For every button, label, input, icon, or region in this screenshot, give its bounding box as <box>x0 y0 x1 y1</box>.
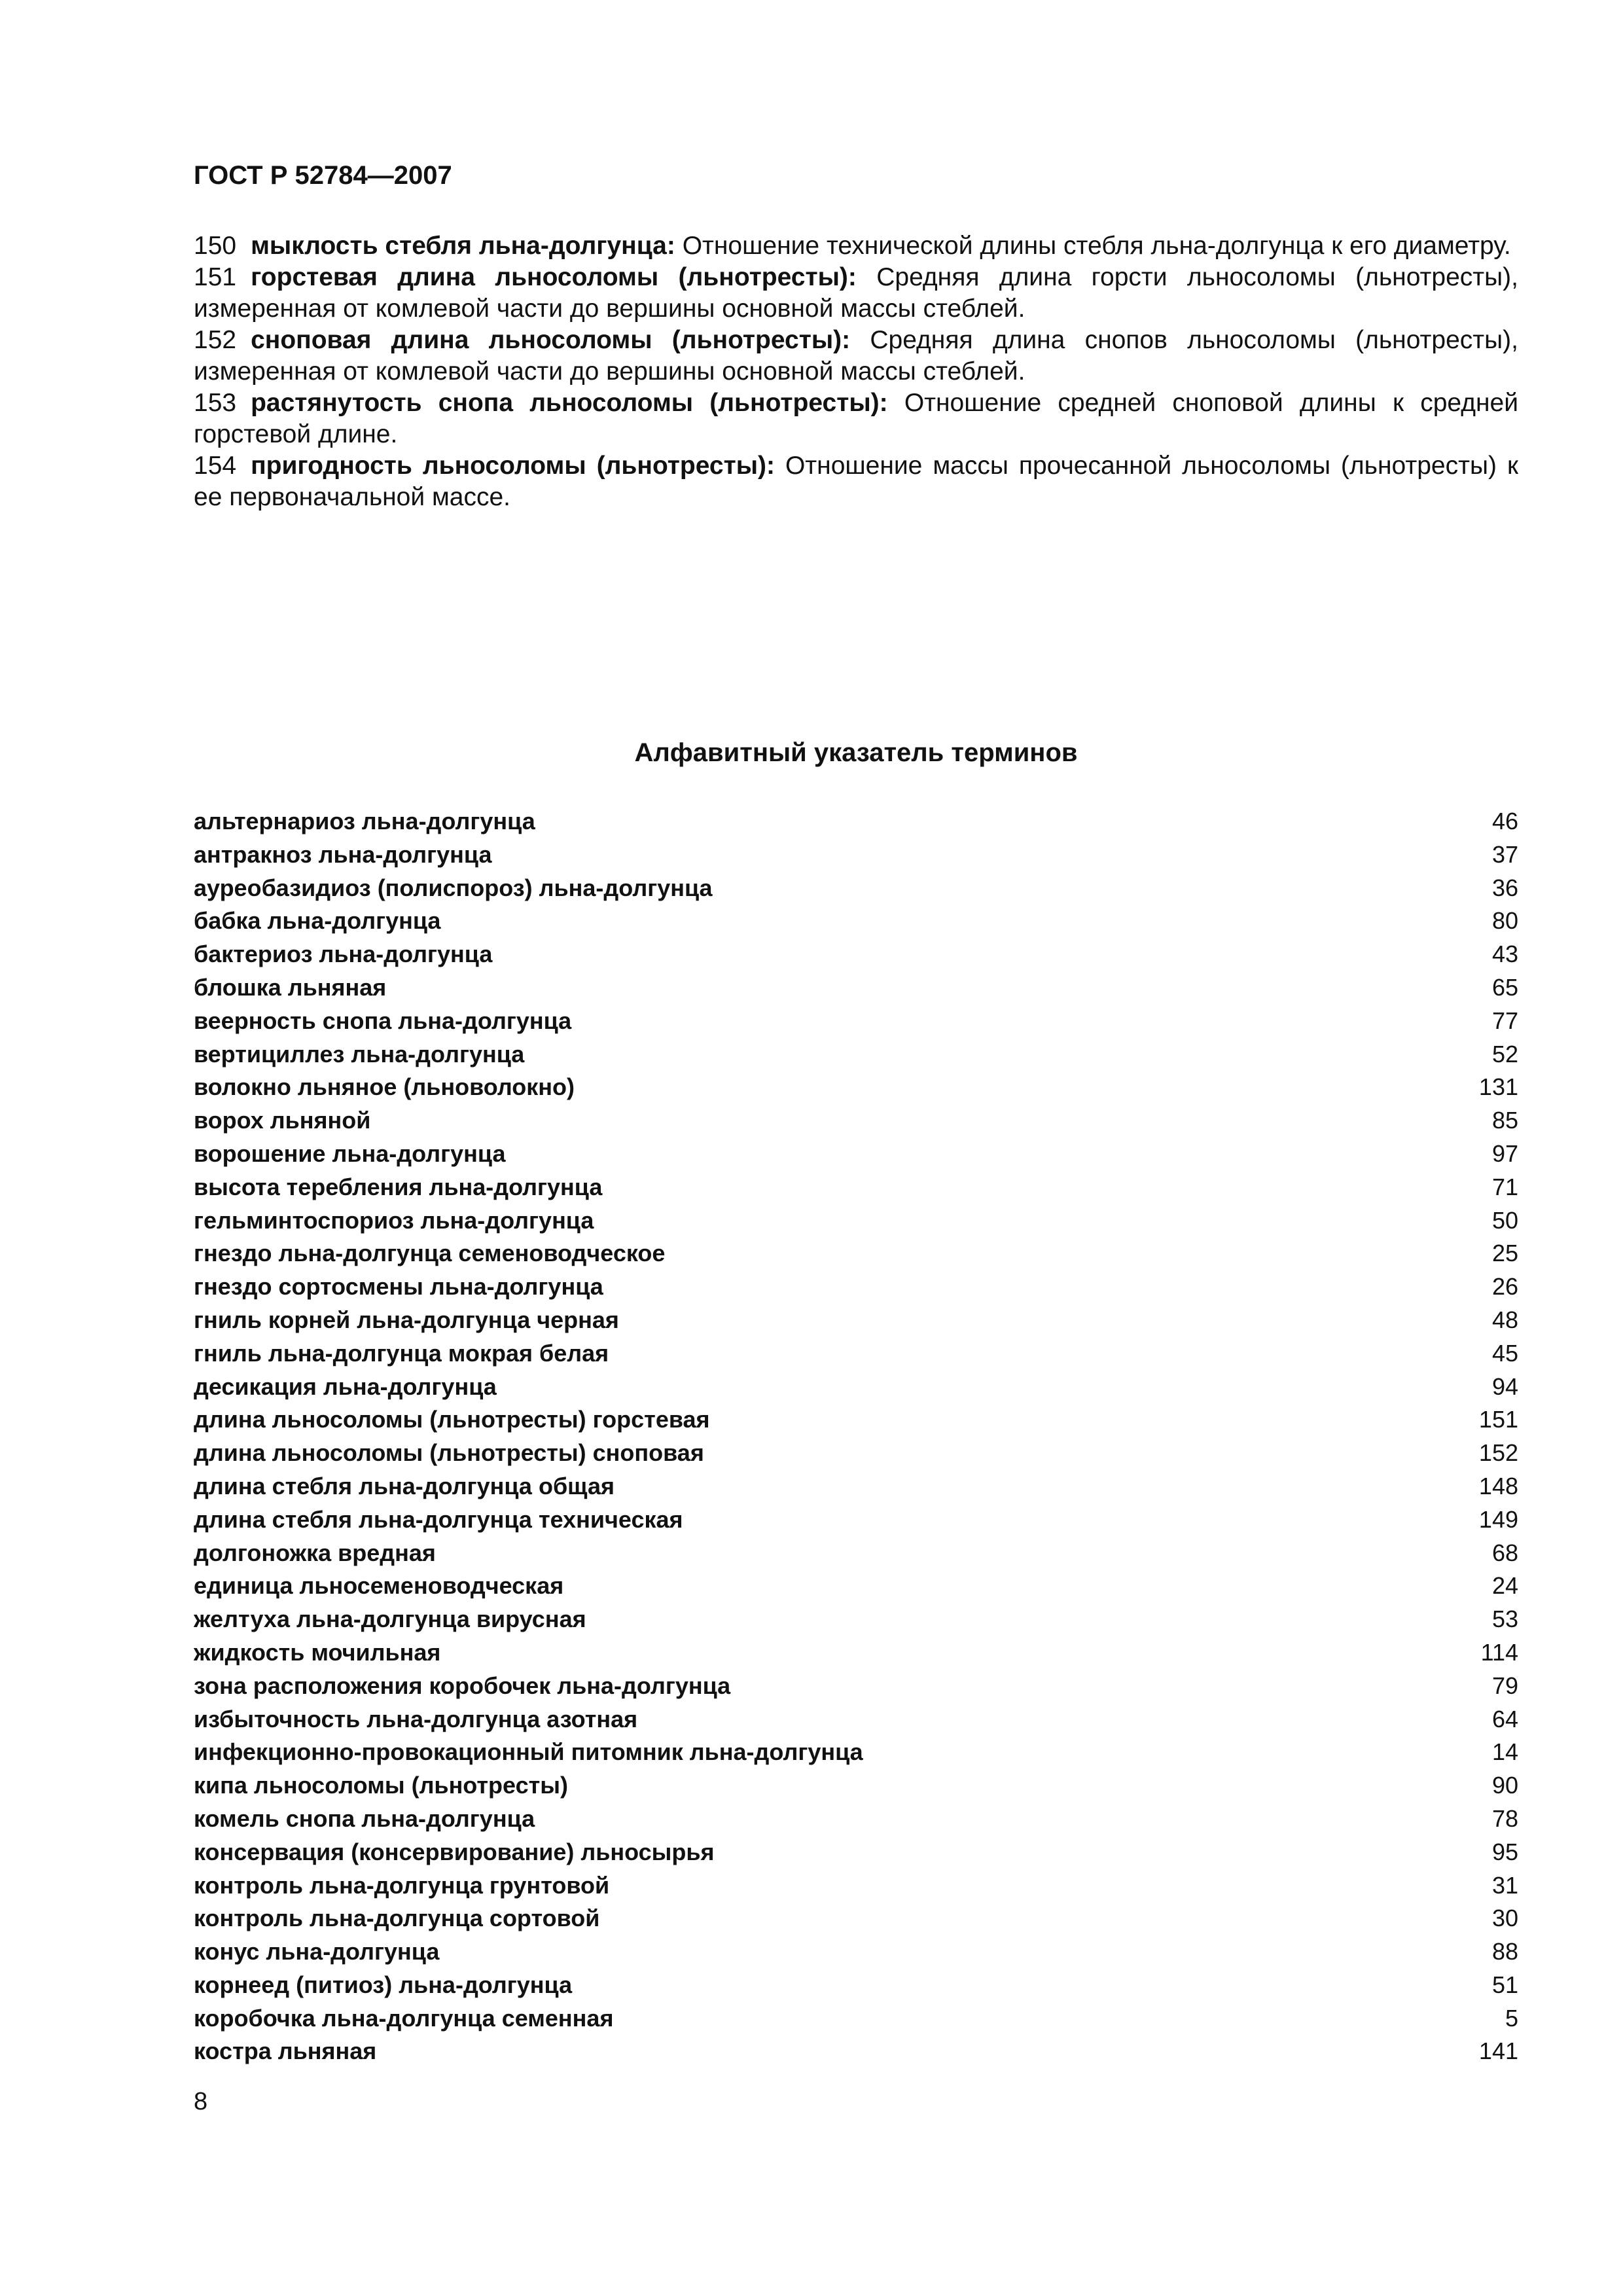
index-entry <box>194 1605 1518 1639</box>
term-definition <box>194 325 1518 387</box>
index-page-ref: 24 <box>1491 1572 1518 1600</box>
term-number: 150 <box>194 232 237 260</box>
index-term: гнездо сортосмены льна-долгунца <box>194 1273 603 1300</box>
index-term: вертициллез льна-долгунца <box>194 1040 525 1067</box>
index-term: десикация льна-долгунца <box>194 1372 497 1400</box>
index-term: длина стебля льна-долгунца техническая <box>194 1505 683 1533</box>
index-term: бабка льна-долгунца <box>194 907 441 935</box>
index-entry <box>194 1738 1518 1772</box>
term-number: 152 <box>194 326 237 354</box>
index-entry <box>194 1473 1518 1506</box>
index-entry <box>194 1140 1518 1174</box>
index-page-ref: 131 <box>1478 1073 1518 1101</box>
index-page-ref: 26 <box>1491 1273 1518 1300</box>
term-definition-text: Отношение средней сноповой длины к средней горстевой длине. <box>194 389 1518 448</box>
term-number: 151 <box>194 263 237 291</box>
index-page-ref: 95 <box>1491 1838 1518 1865</box>
index-term: веерность снопа льна-долгунца <box>194 1007 572 1034</box>
index-term: комель снопа льна-долгунца <box>194 1804 535 1832</box>
index-entry <box>194 1041 1518 1074</box>
index-term: гельминтоспориоз льна-долгунца <box>194 1206 594 1234</box>
index-term: антракноз льна-долгунца <box>194 840 492 868</box>
index-page-ref: 53 <box>1491 1605 1518 1633</box>
term-name: мыклость стебля льна-долгунца: <box>251 232 675 260</box>
term-name: пригодность льносоломы (льнотресты): <box>251 452 775 480</box>
index-term: ауреобазидиоз (полиспороз) льна-долгунца <box>194 874 713 901</box>
index-page-ref: 114 <box>1480 1638 1518 1666</box>
index-term: корнеед (питиоз) льна-долгунца <box>194 1971 573 1998</box>
term-number: 153 <box>194 389 237 417</box>
index-page-ref: 52 <box>1491 1040 1518 1067</box>
index-page-ref: 30 <box>1491 1905 1518 1932</box>
index-term: избыточность льна-долгунца азотная <box>194 1705 638 1732</box>
index-term: кипа льносоломы (льнотресты) <box>194 1772 568 1799</box>
index-entry <box>194 1639 1518 1672</box>
index-term: долгоножка вредная <box>194 1539 436 1566</box>
index-entry <box>194 1073 1518 1107</box>
index-entry <box>194 1207 1518 1240</box>
index-entry <box>194 907 1518 941</box>
term-definition <box>194 262 1518 325</box>
index-term: жидкость мочильная <box>194 1638 441 1666</box>
alphabetical-index <box>194 808 1518 2071</box>
index-page-ref: 51 <box>1491 1971 1518 1998</box>
index-entry <box>194 1971 1518 2005</box>
index-term: костра льняная <box>194 2037 377 2065</box>
index-page-ref: 80 <box>1491 907 1518 935</box>
index-entry <box>194 1706 1518 1739</box>
index-entry <box>194 1572 1518 1605</box>
index-page-ref: 152 <box>1478 1439 1518 1467</box>
index-term: длина стебля льна-долгунца общая <box>194 1472 615 1499</box>
index-entry <box>194 808 1518 841</box>
index-entry <box>194 1406 1518 1439</box>
index-entry <box>194 1107 1518 1140</box>
index-term: ворох льняной <box>194 1107 371 1134</box>
index-page-ref: 46 <box>1491 808 1518 834</box>
index-term: контроль льна-долгунца сортовой <box>194 1905 600 1932</box>
index-term: гниль корней льна-долгунца черная <box>194 1306 619 1333</box>
index-term: инфекционно-провокационный питомник льна-долгунца <box>194 1738 863 1766</box>
index-entry <box>194 1539 1518 1573</box>
index-page-ref: 149 <box>1478 1505 1518 1533</box>
index-term: альтернариоз льна-долгунца <box>194 808 535 834</box>
term-definition <box>194 450 1518 513</box>
term-definition <box>194 387 1518 450</box>
index-term: гниль льна-долгунца мокрая белая <box>194 1339 609 1367</box>
term-definition-text: Средняя длина снопов льносоломы (льнотресты), измеренная от комлевой части до вершины основной массы стеблей. <box>194 326 1519 386</box>
index-term: желтуха льна-долгунца вирусная <box>194 1605 586 1633</box>
index-term: блошка льняная <box>194 973 387 1001</box>
index-entry <box>194 1240 1518 1273</box>
index-page-ref: 97 <box>1491 1139 1518 1167</box>
index-page-ref: 31 <box>1491 1871 1518 1899</box>
index-entry <box>194 1938 1518 1971</box>
index-page-ref: 25 <box>1491 1240 1518 1267</box>
page-number: 8 <box>194 2088 208 2115</box>
index-term: единица льносеменоводческая <box>194 1572 564 1600</box>
index-entry <box>194 1439 1518 1473</box>
index-entry <box>194 1839 1518 1872</box>
index-term: длина льносоломы (льнотресты) горстевая <box>194 1406 710 1433</box>
index-term: длина льносоломы (льнотресты) сноповая <box>194 1439 704 1467</box>
index-entry <box>194 1872 1518 1905</box>
index-page-ref: 68 <box>1491 1539 1518 1566</box>
index-page-ref: 90 <box>1491 1772 1518 1799</box>
index-page-ref: 50 <box>1491 1206 1518 1234</box>
index-page-ref: 151 <box>1478 1406 1518 1433</box>
term-definition-text: Отношение технической длины стебля льна-долгунца к его диаметру. <box>682 232 1511 260</box>
term-name: растянутость снопа льносоломы (льнотресты): <box>251 389 888 417</box>
index-term: конус льна-долгунца <box>194 1938 440 1965</box>
index-page-ref: 148 <box>1478 1472 1518 1499</box>
index-term: высота теребления льна-долгунца <box>194 1173 603 1200</box>
index-entry <box>194 841 1518 874</box>
index-entry <box>194 2005 1518 2038</box>
index-entry <box>194 974 1518 1007</box>
term-definition-text: Отношение массы прочесанной льносоломы (льнотресты) к ее первоначальной массе. <box>194 452 1519 511</box>
index-term: гнездо льна-долгунца семеноводческое <box>194 1240 666 1267</box>
index-entry <box>194 1772 1518 1805</box>
index-page-ref: 43 <box>1491 941 1518 968</box>
index-entry <box>194 874 1518 908</box>
index-title: Алфавитный указатель терминов <box>634 738 1078 767</box>
index-entry <box>194 1805 1518 1839</box>
term-number: 154 <box>194 452 237 480</box>
index-entry <box>194 2037 1518 2071</box>
term-definition-text: Средняя длина горсти льносоломы (льнотресты), измеренная от комлевой части до вершины основной массы стеблей. <box>194 263 1518 323</box>
index-term: коробочка льна-долгунца семенная <box>194 2004 614 2032</box>
index-page-ref: 36 <box>1491 874 1518 901</box>
index-page-ref: 37 <box>1491 840 1518 868</box>
index-page-ref: 88 <box>1491 1938 1518 1965</box>
terms-section <box>194 230 1518 513</box>
index-entry <box>194 1672 1518 1706</box>
index-page-ref: 65 <box>1491 973 1518 1001</box>
index-term: зона расположения коробочек льна-долгунца <box>194 1672 731 1699</box>
index-entry <box>194 1905 1518 1938</box>
index-page-ref: 78 <box>1491 1804 1518 1832</box>
term-definition <box>194 230 1518 262</box>
document-code: ГОСТ Р 52784—2007 <box>194 161 452 190</box>
index-entry <box>194 1506 1518 1539</box>
index-term: ворошение льна-долгунца <box>194 1139 506 1167</box>
index-entry <box>194 1373 1518 1407</box>
index-term: бактериоз льна-долгунца <box>194 941 493 968</box>
index-term: контроль льна-долгунца грунтовой <box>194 1871 610 1899</box>
index-page-ref: 141 <box>1478 2037 1518 2065</box>
index-page-ref: 64 <box>1491 1705 1518 1732</box>
index-page-ref: 71 <box>1491 1173 1518 1200</box>
index-page-ref: 79 <box>1491 1672 1518 1699</box>
index-term: волокно льняное (льноволокно) <box>194 1073 575 1101</box>
index-entry <box>194 1306 1518 1340</box>
index-page-ref: 77 <box>1491 1007 1518 1034</box>
term-name: горстевая длина льносоломы (льнотресты): <box>251 263 857 291</box>
index-entry <box>194 1007 1518 1041</box>
term-name: сноповая длина льносоломы (льнотресты): <box>251 326 851 354</box>
index-entry <box>194 1273 1518 1306</box>
index-entry <box>194 1174 1518 1207</box>
index-page-ref: 45 <box>1491 1339 1518 1367</box>
index-page-ref: 85 <box>1491 1107 1518 1134</box>
index-page-ref: 94 <box>1491 1372 1518 1400</box>
index-entry <box>194 941 1518 974</box>
index-page-ref: 14 <box>1491 1738 1518 1766</box>
index-term: консервация (консервирование) льносырья <box>194 1838 715 1865</box>
index-page-ref: 5 <box>1505 2004 1518 2032</box>
index-page-ref: 48 <box>1491 1306 1518 1333</box>
index-entry <box>194 1340 1518 1373</box>
